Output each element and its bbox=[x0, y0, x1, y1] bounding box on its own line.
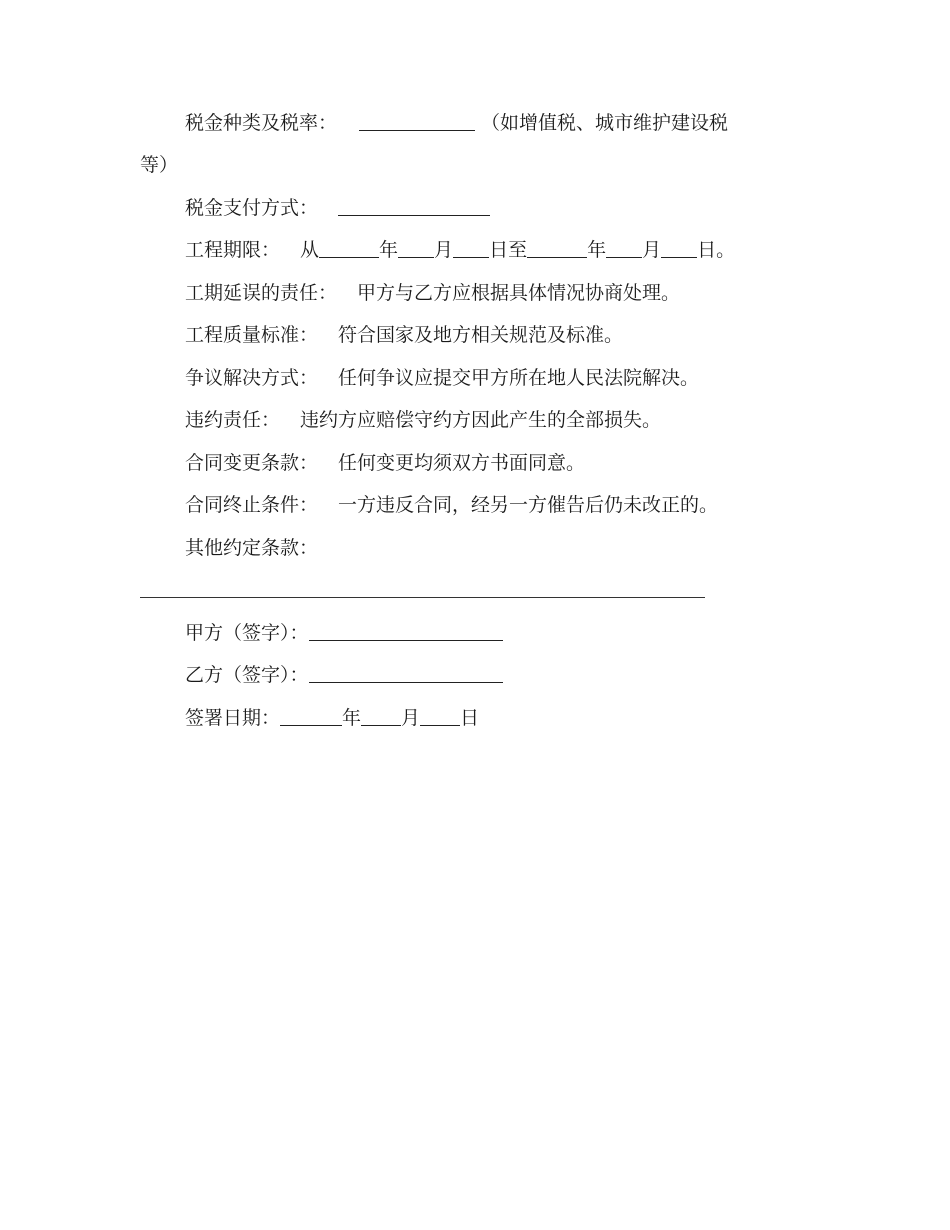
period-month-unit-2: 月 bbox=[642, 239, 662, 261]
breach-liability-value: 违约方应赔偿守约方因此产生的全部损失。 bbox=[300, 409, 662, 431]
start-month-blank bbox=[398, 239, 434, 258]
termination-value: 一方违反合同，经另一方催告后仍未改正的。 bbox=[338, 494, 719, 516]
end-year-blank bbox=[527, 239, 587, 258]
project-period-line bbox=[185, 238, 735, 262]
breach-liability-label: 违约责任： bbox=[185, 409, 281, 431]
period-year-unit: 年 bbox=[379, 239, 399, 261]
contract-change-label: 合同变更条款： bbox=[185, 452, 319, 474]
signing-date-line bbox=[185, 706, 479, 730]
contract-change-line bbox=[185, 451, 585, 475]
other-terms-label: 其他约定条款： bbox=[185, 537, 319, 559]
tax-payment-blank bbox=[338, 197, 490, 216]
signing-day-unit: 日 bbox=[460, 707, 480, 729]
start-day-blank bbox=[453, 239, 489, 258]
tax-payment-line bbox=[185, 196, 490, 220]
party-b-signature-blank bbox=[309, 664, 503, 683]
end-month-blank bbox=[606, 239, 642, 258]
contract-change-value: 任何变更均须双方书面同意。 bbox=[338, 452, 586, 474]
end-day-blank bbox=[661, 239, 697, 258]
tax-type-label: 税金种类及税率： bbox=[185, 112, 338, 134]
quality-standard-line bbox=[185, 323, 623, 347]
tax-payment-label: 税金支付方式： bbox=[185, 197, 319, 219]
period-month-unit: 月 bbox=[434, 239, 454, 261]
dispute-resolution-value: 任何争议应提交甲方所在地人民法院解决。 bbox=[338, 367, 700, 389]
other-terms-line bbox=[185, 536, 318, 560]
party-a-signature-blank bbox=[309, 622, 503, 641]
tax-type-note: （如增值税、城市维护建设税 bbox=[481, 112, 729, 134]
signing-year-unit: 年 bbox=[342, 707, 362, 729]
party-a-signature-line bbox=[185, 621, 503, 645]
party-b-signature-line bbox=[185, 663, 503, 687]
tax-type-blank bbox=[359, 112, 475, 131]
delay-liability-line bbox=[185, 281, 680, 305]
quality-standard-label: 工程质量标准： bbox=[185, 324, 319, 346]
project-period-label: 工程期限： bbox=[185, 239, 281, 261]
party-b-label: 乙方（签字）： bbox=[185, 664, 309, 686]
tax-type-note-continuation bbox=[140, 153, 178, 177]
delay-liability-value: 甲方与乙方应根据具体情况协商处理。 bbox=[357, 282, 681, 304]
signing-date-label: 签署日期： bbox=[185, 707, 281, 729]
termination-line bbox=[185, 493, 718, 517]
other-terms-rule bbox=[140, 597, 705, 598]
signing-month-blank bbox=[361, 707, 401, 726]
period-day-to: 日至 bbox=[489, 239, 528, 261]
tax-type-note-end: 等） bbox=[140, 154, 179, 176]
dispute-resolution-label: 争议解决方式： bbox=[185, 367, 319, 389]
period-year-unit-2: 年 bbox=[587, 239, 607, 261]
termination-label: 合同终止条件： bbox=[185, 494, 319, 516]
signing-year-blank bbox=[280, 707, 342, 726]
signing-day-blank bbox=[420, 707, 460, 726]
breach-liability-line bbox=[185, 408, 661, 432]
tax-type-line bbox=[185, 111, 728, 135]
start-year-blank bbox=[319, 239, 379, 258]
quality-standard-value: 符合国家及地方相关规范及标准。 bbox=[338, 324, 624, 346]
dispute-resolution-line bbox=[185, 366, 699, 390]
delay-liability-label: 工期延误的责任： bbox=[185, 282, 338, 304]
period-day-end: 日。 bbox=[697, 239, 736, 261]
party-a-label: 甲方（签字）： bbox=[185, 622, 309, 644]
signing-month-unit: 月 bbox=[401, 707, 421, 729]
period-from: 从 bbox=[300, 239, 320, 261]
